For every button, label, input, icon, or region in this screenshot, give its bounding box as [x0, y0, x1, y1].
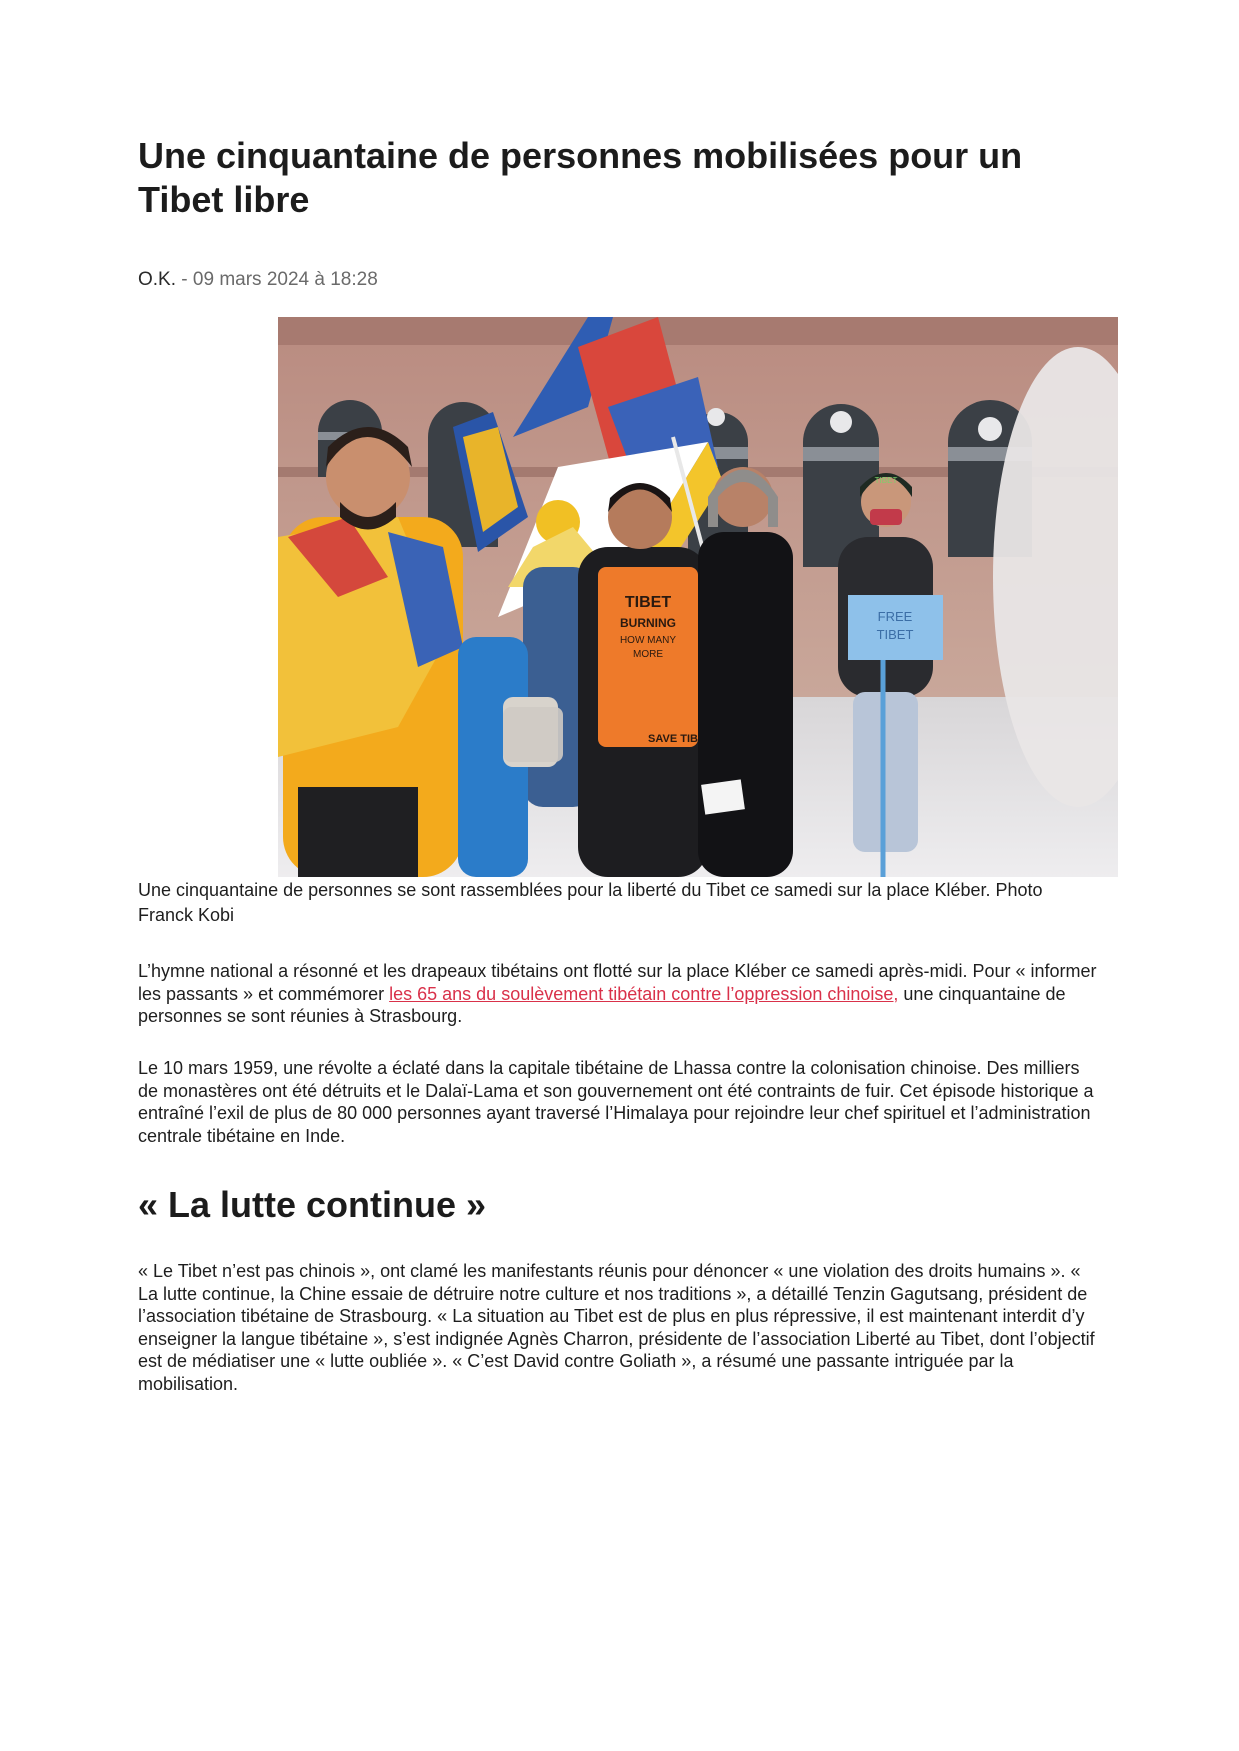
paragraph-intro-text: L’hymne national a résonné et les drapeaux tibétains ont flotté sur la place Kléber ce samedi après-midi. Pour « informer les passants » et commémorer — [138, 961, 1097, 1004]
sign-text-1: FREE — [877, 609, 913, 624]
paragraph-intro — [138, 960, 1098, 1028]
vest-text-1: TIBET — [624, 594, 672, 611]
article-photo — [278, 317, 1118, 877]
vest-text-5: SAVE TIB — [648, 733, 698, 745]
vest-text-4: MORE — [633, 649, 663, 660]
paragraph-intro-end: une cinquantaine de personnes se sont réunies à Strasbourg. — [138, 983, 1066, 1026]
byline-separator: - — [176, 269, 193, 290]
hat-text: TIBET — [874, 476, 898, 485]
vest-text-2: BURNING — [620, 616, 676, 630]
publish-date: 09 mars 2024 à 18:28 — [192, 269, 378, 290]
byline — [138, 268, 1098, 292]
author: O.K. — [138, 269, 177, 290]
section-heading: « La lutte continue » — [138, 1184, 487, 1225]
related-article-link[interactable]: les 65 ans du soulèvement tibétain contre l’oppression chinoise, — [389, 983, 899, 1004]
vest-text-3: HOW MANY — [619, 635, 677, 646]
photo-caption: Une cinquantaine de personnes se sont rassemblées pour la liberté du Tibet ce samedi sur la place Kléber. Photo Franck Kobi — [138, 880, 1043, 925]
article-title: Une cinquantaine de personnes mobilisées pour un Tibet libre — [138, 135, 1023, 220]
logo-icon — [707, 408, 725, 426]
protest-photo-illustration — [278, 317, 1118, 877]
paragraph-history: Le 10 mars 1959, une révolte a éclaté dans la capitale tibétaine de Lhassa contre la colonisation chinoise. Des milliers de monastères ont été détruits et le Dalaï-Lama et son gouvernement ont été contraints de fuir. Cet épisode historique a entraîné l’exil de plus de 80 000 personnes ayant traversé l’Himalaya pour rejoindre leur chef spirituel et l’administration centrale tibétaine en Inde. — [138, 1058, 1094, 1146]
logo-icon — [830, 411, 852, 433]
logo-icon — [978, 417, 1002, 441]
sign-text-2: TIBET — [876, 627, 914, 642]
paragraph-quotes: « Le Tibet n’est pas chinois », ont clamé les manifestants réunis pour dénoncer « une violation des droits humains ». « La lutte continue, la Chine essaie de détruire notre culture et nos traditions », a détaillé Tenzin Gagutsang, président de l’association tibétaine de Strasbourg. « La situation au Tibet est de plus en plus répressive, il est maintenant interdit d’y enseigner la langue tibétaine », s’est indignée Agnès Charron, présidente de l’association Liberté au Tibet, dont l’objectif est de médiatiser une « lutte oubliée ». « C’est David contre Goliath », a résumé une passante intriguée par la mobilisation. — [138, 1261, 1095, 1394]
